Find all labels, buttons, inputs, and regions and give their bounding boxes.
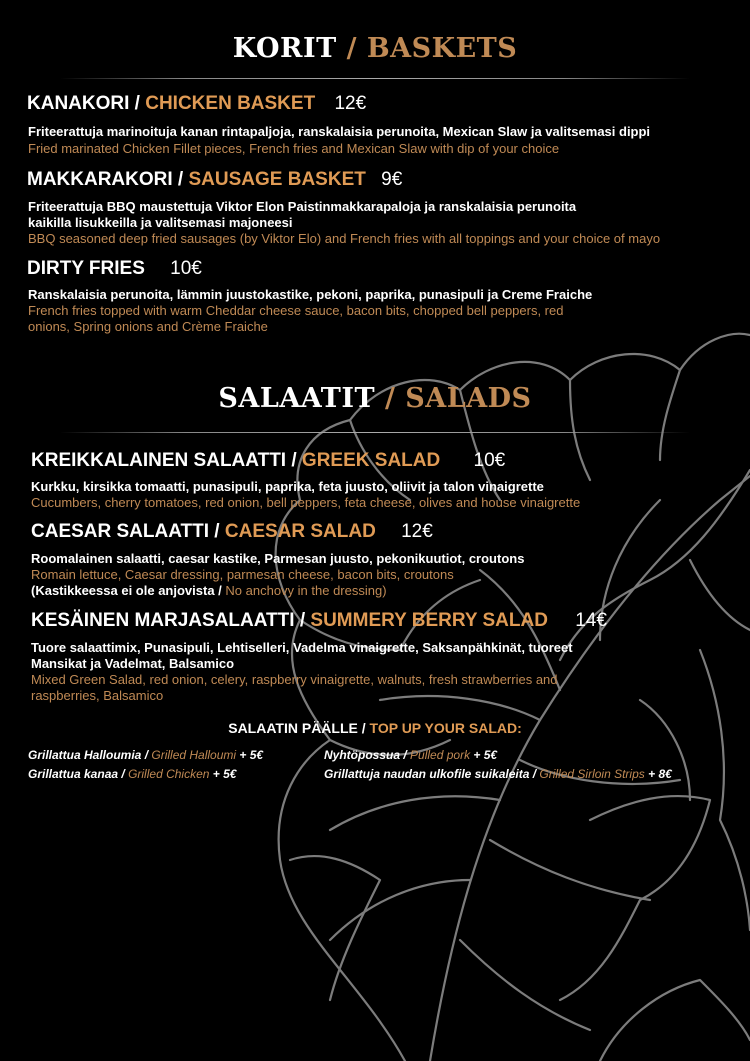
item-name-fi: KREIKKALAINEN SALAATTI / [31, 450, 297, 471]
item-name-en: CHICKEN BASKET [145, 93, 316, 114]
topup-heading [0, 720, 750, 736]
item-description-fi: Roomalainen salaatti, caesar kastike, Parmesan juusto, pekonikuutiot, croutons [31, 551, 525, 566]
topup-heading-en: TOP UP YOUR SALAD: [369, 720, 522, 736]
item-description-en: Cucumbers, cherry tomatoes, red onion, bell peppers, feta cheese, olives and house vinaigrette [31, 495, 581, 510]
topup-option [324, 767, 672, 781]
topup-option-en: Grilled Chicken [128, 767, 210, 781]
item-description-en: Fried marinated Chicken Fillet pieces, French fries and Mexican Slaw with dip of your choice [28, 141, 560, 156]
item-description-en: raspberries, Balsamico [31, 688, 164, 703]
item-price: 12€ [401, 521, 433, 542]
item-note-en: No anchovy in the dressing) [221, 583, 387, 598]
topup-option-fi: Grillattuja naudan ulkofile suikaleita [324, 767, 530, 781]
menu-item-title [27, 93, 366, 115]
salads-heading-fi: SALAATIT [218, 383, 376, 414]
salads-divider [60, 432, 690, 433]
item-name-fi: CAESAR SALAATTI / [31, 521, 220, 542]
baskets-heading-fi: KORIT [232, 33, 337, 64]
topup-heading-fi: SALAATIN PÄÄLLE / [228, 720, 366, 736]
item-description-fi: Kurkku, kirsikka tomaatti, punasipuli, paprika, feta juusto, oliivit ja talon vinaigrette [31, 479, 544, 494]
topup-option [28, 767, 236, 781]
menu-item-title [31, 521, 433, 543]
item-description-en: French fries topped with warm Cheddar cheese sauce, bacon bits, chopped bell peppers, red [28, 303, 564, 318]
item-note [31, 583, 387, 599]
item-description-fi: kaikilla lisukkeilla ja valitsemasi majoneesi [28, 215, 293, 230]
topup-option [28, 748, 263, 762]
topup-option-sep: / [529, 767, 540, 781]
topup-option-price: + 5€ [470, 748, 498, 762]
topup-option-price: + 8€ [644, 767, 672, 781]
item-price: 14€ [575, 610, 607, 631]
item-name-en: SUMMERY BERRY SALAD [310, 610, 548, 631]
baskets-heading-en: BASKETS [366, 33, 518, 64]
topup-option-fi: Nyhtöpossua [324, 748, 401, 762]
item-price: 12€ [334, 93, 367, 114]
item-price: 10€ [170, 258, 202, 279]
item-name-en: CAESAR SALAD [224, 521, 376, 542]
topup-option-en: Grilled Sirloin Strips [539, 767, 645, 781]
item-description-fi: Friteerattuja marinoituja kanan rintapaljoja, ranskalaisia perunoita, Mexican Slaw ja valitsemasi dippi [28, 124, 651, 139]
item-description-en: onions, Spring onions and Crème Fraiche [28, 319, 268, 334]
item-note-fi: (Kastikkeessa ei ole anjovista / [31, 583, 222, 598]
menu-item-title [31, 610, 607, 632]
item-description-en: Romain lettuce, Caesar dressing, parmesan cheese, bacon bits, croutons [31, 567, 454, 582]
topup-option-sep: / [118, 767, 129, 781]
item-description-en: BBQ seasoned deep fried sausages (by Viktor Elo) and French fries with all toppings and your choice of mayo [28, 231, 661, 246]
item-description-fi: Mansikat ja Vadelmat, Balsamico [31, 656, 235, 671]
menu-item-title [31, 450, 505, 472]
topup-option-fi: Grillattua Halloumia [28, 748, 142, 762]
item-name-fi: MAKKARAKORI / [27, 169, 184, 190]
baskets-divider [60, 78, 690, 79]
item-name-en: GREEK SALAD [301, 450, 441, 471]
item-price: 10€ [473, 450, 506, 471]
item-name-fi: DIRTY FRIES [27, 258, 145, 279]
topup-option-sep: / [400, 748, 411, 762]
baskets-heading-sep: / [336, 33, 367, 64]
topup-option-price: + 5€ [209, 767, 237, 781]
item-price: 9€ [381, 169, 403, 190]
item-name-fi: KANAKORI / [27, 93, 140, 114]
topup-option-sep: / [141, 748, 152, 762]
topup-option [324, 748, 497, 762]
topup-option-price: + 5€ [236, 748, 264, 762]
baskets-heading [0, 33, 750, 64]
item-name-fi: KESÄINEN MARJASALAATTI / [31, 610, 306, 631]
salads-heading-sep: / [375, 383, 406, 414]
salads-heading [0, 383, 750, 414]
item-description-en: Mixed Green Salad, red onion, celery, raspberry vinaigrette, walnuts, fresh strawberries and [31, 672, 558, 687]
salads-heading-en: SALADS [405, 383, 532, 414]
menu-item-title [27, 169, 402, 191]
topup-option-en: Pulled pork [410, 748, 471, 762]
topup-option-fi: Grillattua kanaa [28, 767, 119, 781]
menu-item-title [27, 258, 202, 280]
item-description-fi: Friteerattuja BBQ maustettuja Viktor Elon Paistinmakkarapaloja ja ranskalaisia perunoita [28, 199, 577, 214]
item-description-fi: Ranskalaisia perunoita, lämmin juustokastike, pekoni, paprika, punasipuli ja Creme Fraiche [28, 287, 593, 302]
item-name-en: SAUSAGE BASKET [188, 169, 366, 190]
topup-option-en: Grilled Halloumi [151, 748, 237, 762]
item-description-fi: Tuore salaattimix, Punasipuli, Lehtiselleri, Vadelma vinaigrette, Saksanpähkinät, tuoreet [31, 640, 573, 655]
